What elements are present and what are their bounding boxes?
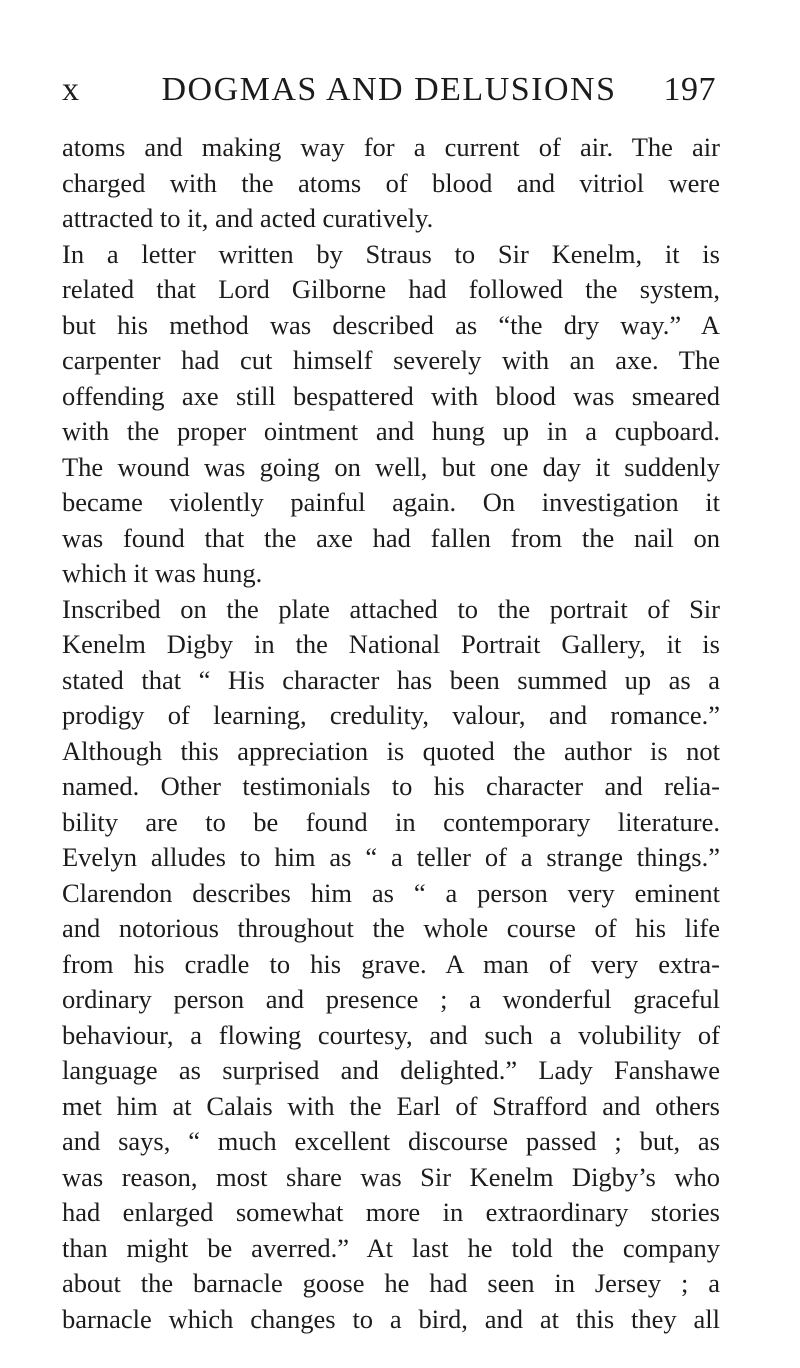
text-line: Clarendon describes him as “ a person very eminent [62, 877, 720, 908]
text-line: The wound was going on well, but one day it suddenly [62, 451, 720, 482]
text-line: named. Other testimonials to his character and relia- [62, 771, 720, 801]
text-line: was found that the axe had fallen from the nail on [62, 522, 720, 553]
body-text [62, 130, 720, 1337]
text-line: and says, “ much excellent discourse passed ; but, as [62, 1126, 720, 1156]
text-line: In a letter written by Straus to Sir Kenelm, it is [62, 238, 720, 269]
text-line: with the proper ointment and hung up in a cupboard. [62, 416, 720, 446]
text-line: but his method was described as “the dry way.” A [62, 309, 720, 340]
text-line: Evelyn alludes to him as “ a teller of a strange things.” [62, 842, 720, 872]
text-line: attracted to it, and acted curatively. [62, 203, 434, 233]
text-line: ordinary person and presence ; a wonderful graceful [62, 984, 720, 1014]
text-line: barnacle which changes to a bird, and at this they all [62, 1303, 720, 1334]
text-line: language as surprised and delighted.” Lady Fanshawe [62, 1055, 720, 1085]
text-line: related that Lord Gilborne had followed the system, [62, 274, 720, 304]
text-line: bility are to be found in contemporary literature. [62, 806, 720, 837]
text-line: carpenter had cut himself severely with an axe. The [62, 345, 720, 375]
text-line: stated that “ His character has been summed up as a [62, 664, 720, 695]
text-line: offending axe still bespattered with blood was smeared [62, 380, 720, 411]
text-line: which it was hung. [62, 558, 263, 588]
text-line: met him at Calais with the Earl of Strafford and others [62, 1090, 720, 1121]
text-line: prodigy of learning, credulity, valour, and romance.” [62, 700, 720, 730]
text-line: than might be averred.” At last he told the company [62, 1232, 720, 1263]
text-line: Although this appreciation is quoted the author is not [62, 735, 720, 766]
text-line: charged with the atoms of blood and vitriol were [62, 167, 720, 198]
text-line: Kenelm Digby in the National Portrait Gallery, it is [62, 629, 720, 659]
running-head [62, 70, 716, 110]
text-line: Inscribed on the plate attached to the portrait of Sir [62, 593, 720, 624]
text-line: had enlarged somewhat more in extraordinary stories [62, 1197, 720, 1227]
running-title: DOGMAS AND DELUSIONS [161, 71, 617, 108]
text-line: about the barnacle goose he had seen in Jersey ; a [62, 1268, 720, 1298]
text-line: behaviour, a flowing courtesy, and such a volubility of [62, 1019, 720, 1050]
text-line: was reason, most share was Sir Kenelm Digby’s who [62, 1161, 720, 1192]
text-line: from his cradle to his grave. A man of very extra- [62, 948, 720, 979]
text-line: became violently painful again. On investigation it [62, 487, 720, 517]
text-line: and notorious throughout the whole course of his life [62, 913, 720, 943]
text-line: atoms and making way for a current of air. The air [62, 132, 720, 162]
page-number: 197 [663, 71, 716, 108]
chapter-numeral: x [62, 71, 80, 108]
